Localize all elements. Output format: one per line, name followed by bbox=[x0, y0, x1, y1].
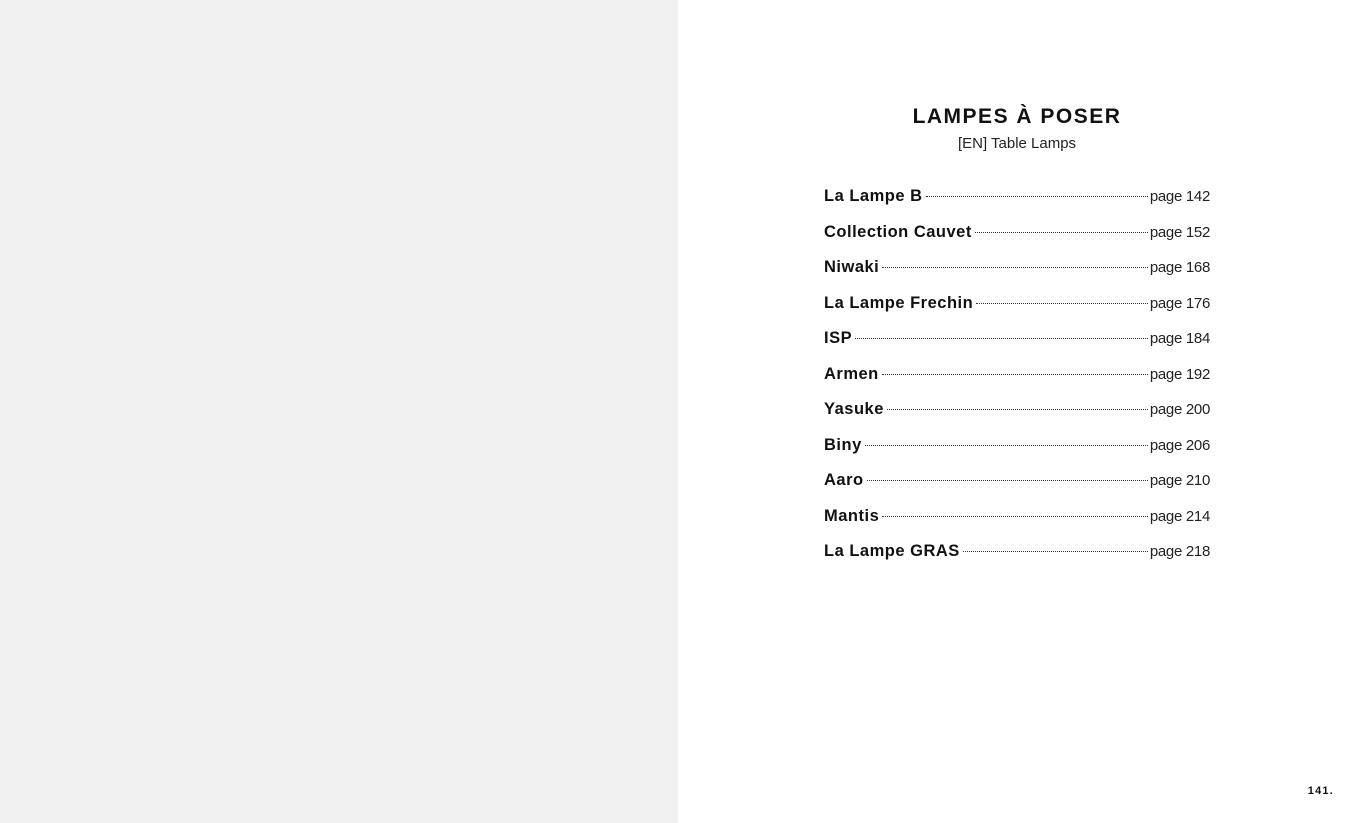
page-number: 141. bbox=[1307, 785, 1334, 797]
toc-entry-name: Yasuke bbox=[824, 400, 884, 418]
toc-entry-isp[interactable] bbox=[824, 321, 1210, 357]
dot-leader bbox=[975, 232, 1148, 233]
toc-entry-page: page 200 bbox=[1149, 401, 1210, 418]
toc-entry-name: La Lampe B bbox=[824, 187, 923, 205]
toc-entry-collection-cauvet[interactable] bbox=[824, 215, 1210, 251]
dot-leader bbox=[887, 409, 1148, 410]
toc-entry-la-lampe-b[interactable] bbox=[824, 179, 1210, 215]
toc-entry-page: page 184 bbox=[1149, 330, 1210, 347]
toc-entry-armen[interactable] bbox=[824, 357, 1210, 393]
dot-leader bbox=[976, 303, 1148, 304]
toc-entry-page: page 214 bbox=[1149, 507, 1210, 525]
toc-entry-name: Biny bbox=[824, 435, 862, 454]
toc-entry-page: page 176 bbox=[1149, 294, 1210, 312]
section-title: LAMPES À POSER bbox=[912, 105, 1122, 128]
dot-leader bbox=[882, 374, 1148, 375]
toc-entry-mantis[interactable] bbox=[824, 499, 1210, 535]
toc-entry-name: ISP bbox=[824, 329, 853, 347]
toc-entry-biny[interactable] bbox=[824, 428, 1210, 464]
dot-leader bbox=[855, 338, 1148, 339]
dot-leader bbox=[867, 480, 1148, 481]
toc-entry-name: La Lampe GRAS bbox=[824, 542, 960, 560]
toc-entry-page: page 168 bbox=[1149, 259, 1210, 276]
toc-entry-page: page 210 bbox=[1149, 472, 1210, 489]
toc-entry-name: Niwaki bbox=[824, 258, 880, 276]
toc-entry-la-lampe-frechin[interactable] bbox=[824, 286, 1210, 322]
toc-entry-aaro[interactable] bbox=[824, 463, 1210, 499]
toc-entry-name: Aaro bbox=[824, 471, 864, 489]
toc-entry-page: page 152 bbox=[1149, 223, 1210, 241]
toc-entry-page: page 206 bbox=[1149, 436, 1210, 454]
dot-leader bbox=[882, 516, 1148, 517]
toc-entry-page: page 142 bbox=[1149, 188, 1210, 205]
toc-entry-yasuke[interactable] bbox=[824, 392, 1210, 428]
toc-entry-name: Mantis bbox=[824, 506, 880, 525]
toc-entry-page: page 192 bbox=[1149, 365, 1210, 383]
section-subtitle: [EN] Table Lamps bbox=[957, 135, 1077, 152]
toc-entry-name: Collection Cauvet bbox=[824, 222, 972, 241]
table-of-contents bbox=[824, 179, 1210, 570]
dot-leader bbox=[882, 267, 1148, 268]
toc-entry-page: page 218 bbox=[1149, 543, 1210, 560]
dot-leader bbox=[926, 196, 1148, 197]
dot-leader bbox=[963, 551, 1148, 552]
toc-entry-la-lampe-gras[interactable] bbox=[824, 534, 1210, 570]
dot-leader bbox=[865, 445, 1148, 446]
right-page bbox=[678, 0, 1356, 823]
toc-entry-niwaki[interactable] bbox=[824, 250, 1210, 286]
toc-entry-name: Armen bbox=[824, 364, 879, 383]
toc-entry-name: La Lampe Frechin bbox=[824, 293, 974, 312]
